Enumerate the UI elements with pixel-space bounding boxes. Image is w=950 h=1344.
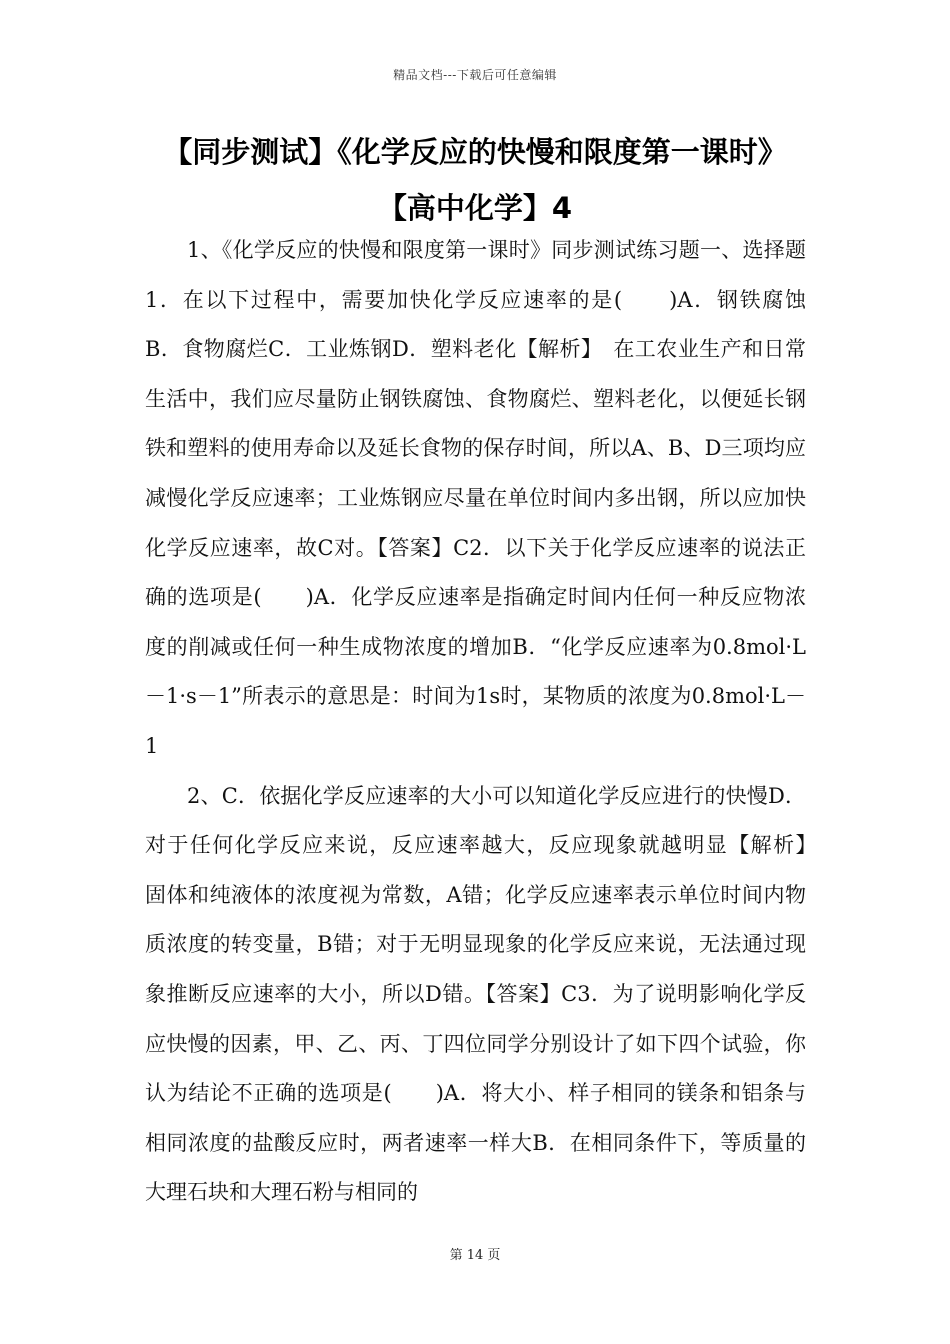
document-title: 【同步测试】《化学反应的快慢和限度第一课时》【高中化学】4: [163, 135, 787, 225]
document-header-note: 精品文档---下载后可任意编辑: [393, 68, 557, 82]
body-paragraph-1: 1、《化学反应的快慢和限度第一课时》同步测试练习题一、选择题1．在以下过程中，需要加快化学反应速率的是( )A．钢铁腐蚀 B．食物腐烂C．工业炼钢D．塑料老化【解析】 在工农业生产和日常生活中，我们应尽量防止钢铁腐蚀、食物腐烂、塑料老化，以便延长钢铁和塑料的使用寿命以及延长食物的保存时间，所以A、B、D三项均应减慢化学反应速率；工业炼钢应尽量在单位时间内多出钢，所以应加快化学反应速率，故C对。【答案】C2．以下关于化学反应速率的说法正确的选项是( )A．化学反应速率是指确定时间内任何一种反应物浓度的削减或任何一种生成物浓度的增加B．“化学反应速率为0.8mol·L－1·s－1”所表示的意思是：时间为1s时，某物质的浓度为0.8mol·L－1: [145, 238, 848, 758]
page-number: 第 14 页: [449, 1248, 501, 1263]
document-body: [145, 226, 848, 1218]
body-paragraph-2: 2、C．依据化学反应速率的大小可以知道化学反应进行的快慢D．对于任何化学反应来说，反应速率越大，反应现象就越明显【解析】 固体和纯液体的浓度视为常数，A错；化学反应速率表示单位时间内物质浓度的转变量，B错；对于无明显现象的化学反应来说，无法通过现象推断反应速率的大小，所以D错。【答案】C3．为了说明影响化学反应快慢的因素，甲、乙、丙、丁四位同学分别设计了如下四个试验，你认为结论不正确的选项是( )A．将大小、样子相同的镁条和铝条与相同浓度的盐酸反应时，两者速率一样大B．在相同条件下，等质量的大理石块和大理石粉与相同的: [145, 783, 827, 1205]
